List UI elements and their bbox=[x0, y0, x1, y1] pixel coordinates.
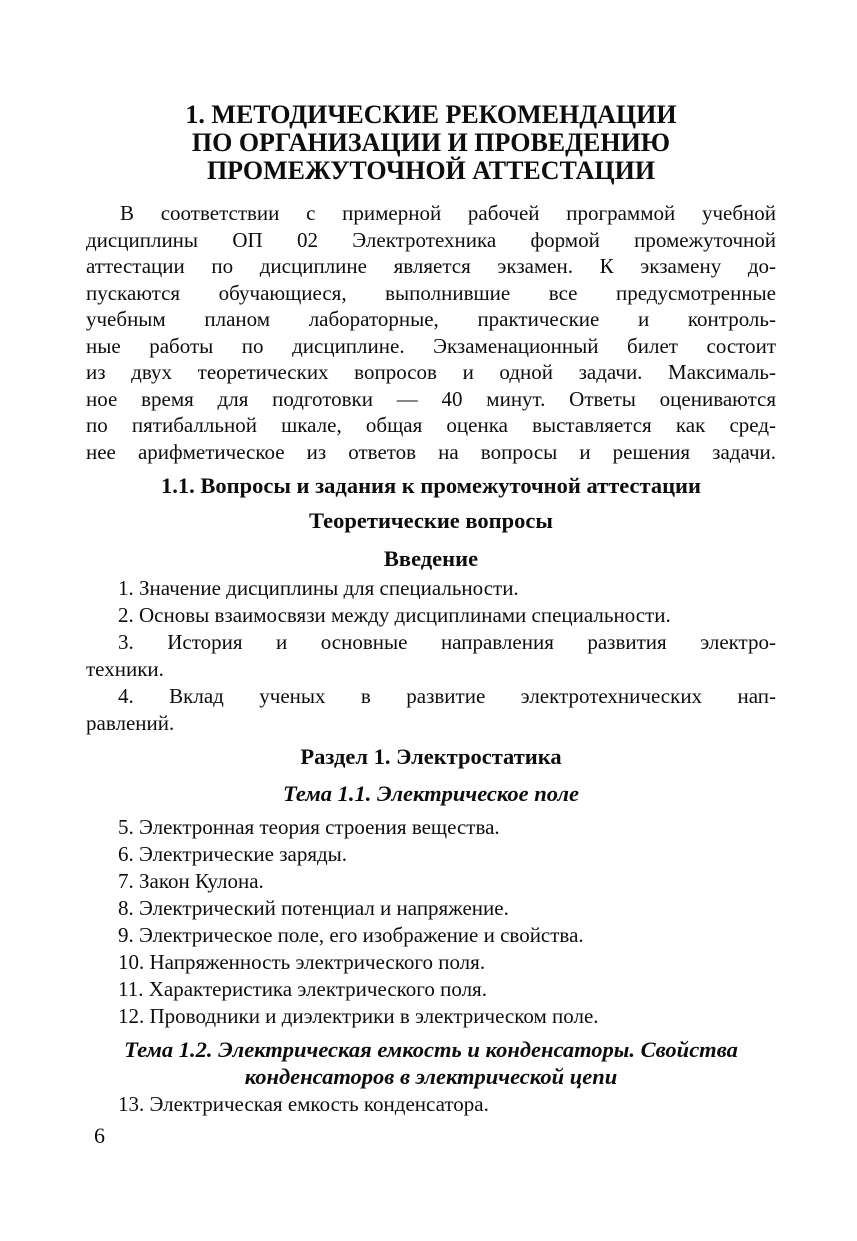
paragraph-line: из двух теоретических вопросов и одной задачи. Максималь- bbox=[86, 360, 776, 384]
paragraph-line: нее арифметическое из ответов на вопросы и решения задачи. bbox=[86, 439, 776, 464]
question-item: 2. Основы взаимосвязи между дисциплинами специальности. bbox=[118, 603, 671, 627]
paragraph-line: по пятибалльной шкале, общая оценка выставляется как сред- bbox=[86, 413, 776, 437]
paragraph-line: дисциплины ОП 02 Электротехника формой промежуточной bbox=[86, 227, 776, 252]
question-item: 9. Электрическое поле, его изображение и свойства. bbox=[118, 923, 584, 947]
chapter-title-line: ПРОМЕЖУТОЧНОЙ АТТЕСТАЦИИ bbox=[206, 156, 656, 185]
tema-1-2-heading-line: конденсаторов в электрической цепи bbox=[244, 1064, 618, 1089]
tema-1-2-heading bbox=[86, 1036, 776, 1090]
tema-1-1-heading: Тема 1.1. Электрическое поле bbox=[282, 781, 580, 806]
page-content bbox=[86, 0, 776, 1118]
introduction-question-list bbox=[86, 575, 776, 737]
razdel-1-heading: Раздел 1. Электростатика bbox=[300, 744, 562, 769]
paragraph-line: аттестации по дисциплине является экзамен. К экзамену до- bbox=[86, 254, 776, 278]
question-item-line: равлений. bbox=[86, 711, 175, 735]
question-item-line: 4. Вклад ученых в развитие электротехнических нап- bbox=[118, 684, 776, 708]
paragraph-line: пускаются обучающиеся, выполнившие все предусмотренные bbox=[86, 280, 776, 305]
tema-1-2-question-list bbox=[86, 1091, 776, 1118]
tema-1-2-heading-line: Тема 1.2. Электрическая емкость и конденсаторы. Свойства bbox=[124, 1037, 738, 1062]
question-item: 8. Электрический потенциал и напряжение. bbox=[118, 896, 509, 920]
intro-paragraph bbox=[86, 200, 776, 465]
introduction-heading: Введение bbox=[383, 546, 479, 571]
paragraph-line: ное время для подготовки — 40 минут. Ответы оцениваются bbox=[86, 386, 776, 411]
question-item: 6. Электрические заряды. bbox=[118, 842, 348, 866]
section-heading-1-1: 1.1. Вопросы и задания к промежуточной аттестации bbox=[161, 473, 701, 498]
paragraph-line: ные работы по дисциплине. Экзаменационный билет состоит bbox=[86, 333, 776, 358]
question-item: 7. Закон Кулона. bbox=[118, 869, 264, 893]
question-item: 1. Значение дисциплины для специальности. bbox=[118, 576, 519, 600]
tema-1-1-question-list bbox=[86, 814, 776, 1030]
paragraph-line: учебным планом лабораторные, практические и контроль- bbox=[86, 307, 776, 331]
question-item: 11. Характеристика электрического поля. bbox=[118, 977, 487, 1001]
question-item-line: техники. bbox=[86, 657, 164, 681]
chapter-title-line: 1. МЕТОДИЧЕСКИЕ РЕКОМЕНДАЦИИ bbox=[185, 100, 677, 129]
chapter-title-line: ПО ОРГАНИЗАЦИИ И ПРОВЕДЕНИЮ bbox=[191, 128, 671, 157]
theoretical-questions-heading: Теоретические вопросы bbox=[309, 508, 553, 533]
question-item: 10. Напряженность электрического поля. bbox=[118, 950, 486, 974]
question-item-line: 3. История и основные направления развития электро- bbox=[118, 630, 776, 654]
question-item: 13. Электрическая емкость конденсатора. bbox=[118, 1092, 489, 1116]
chapter-title bbox=[86, 101, 776, 185]
question-item: 5. Электронная теория строения вещества. bbox=[118, 815, 500, 839]
question-item bbox=[86, 629, 776, 683]
paragraph-line: В соответствии с примерной рабочей программой учебной bbox=[120, 201, 776, 225]
question-item bbox=[86, 683, 776, 737]
page-number: 6 bbox=[94, 1123, 105, 1148]
question-item: 12. Проводники и диэлектрики в электрическом поле. bbox=[118, 1004, 599, 1028]
